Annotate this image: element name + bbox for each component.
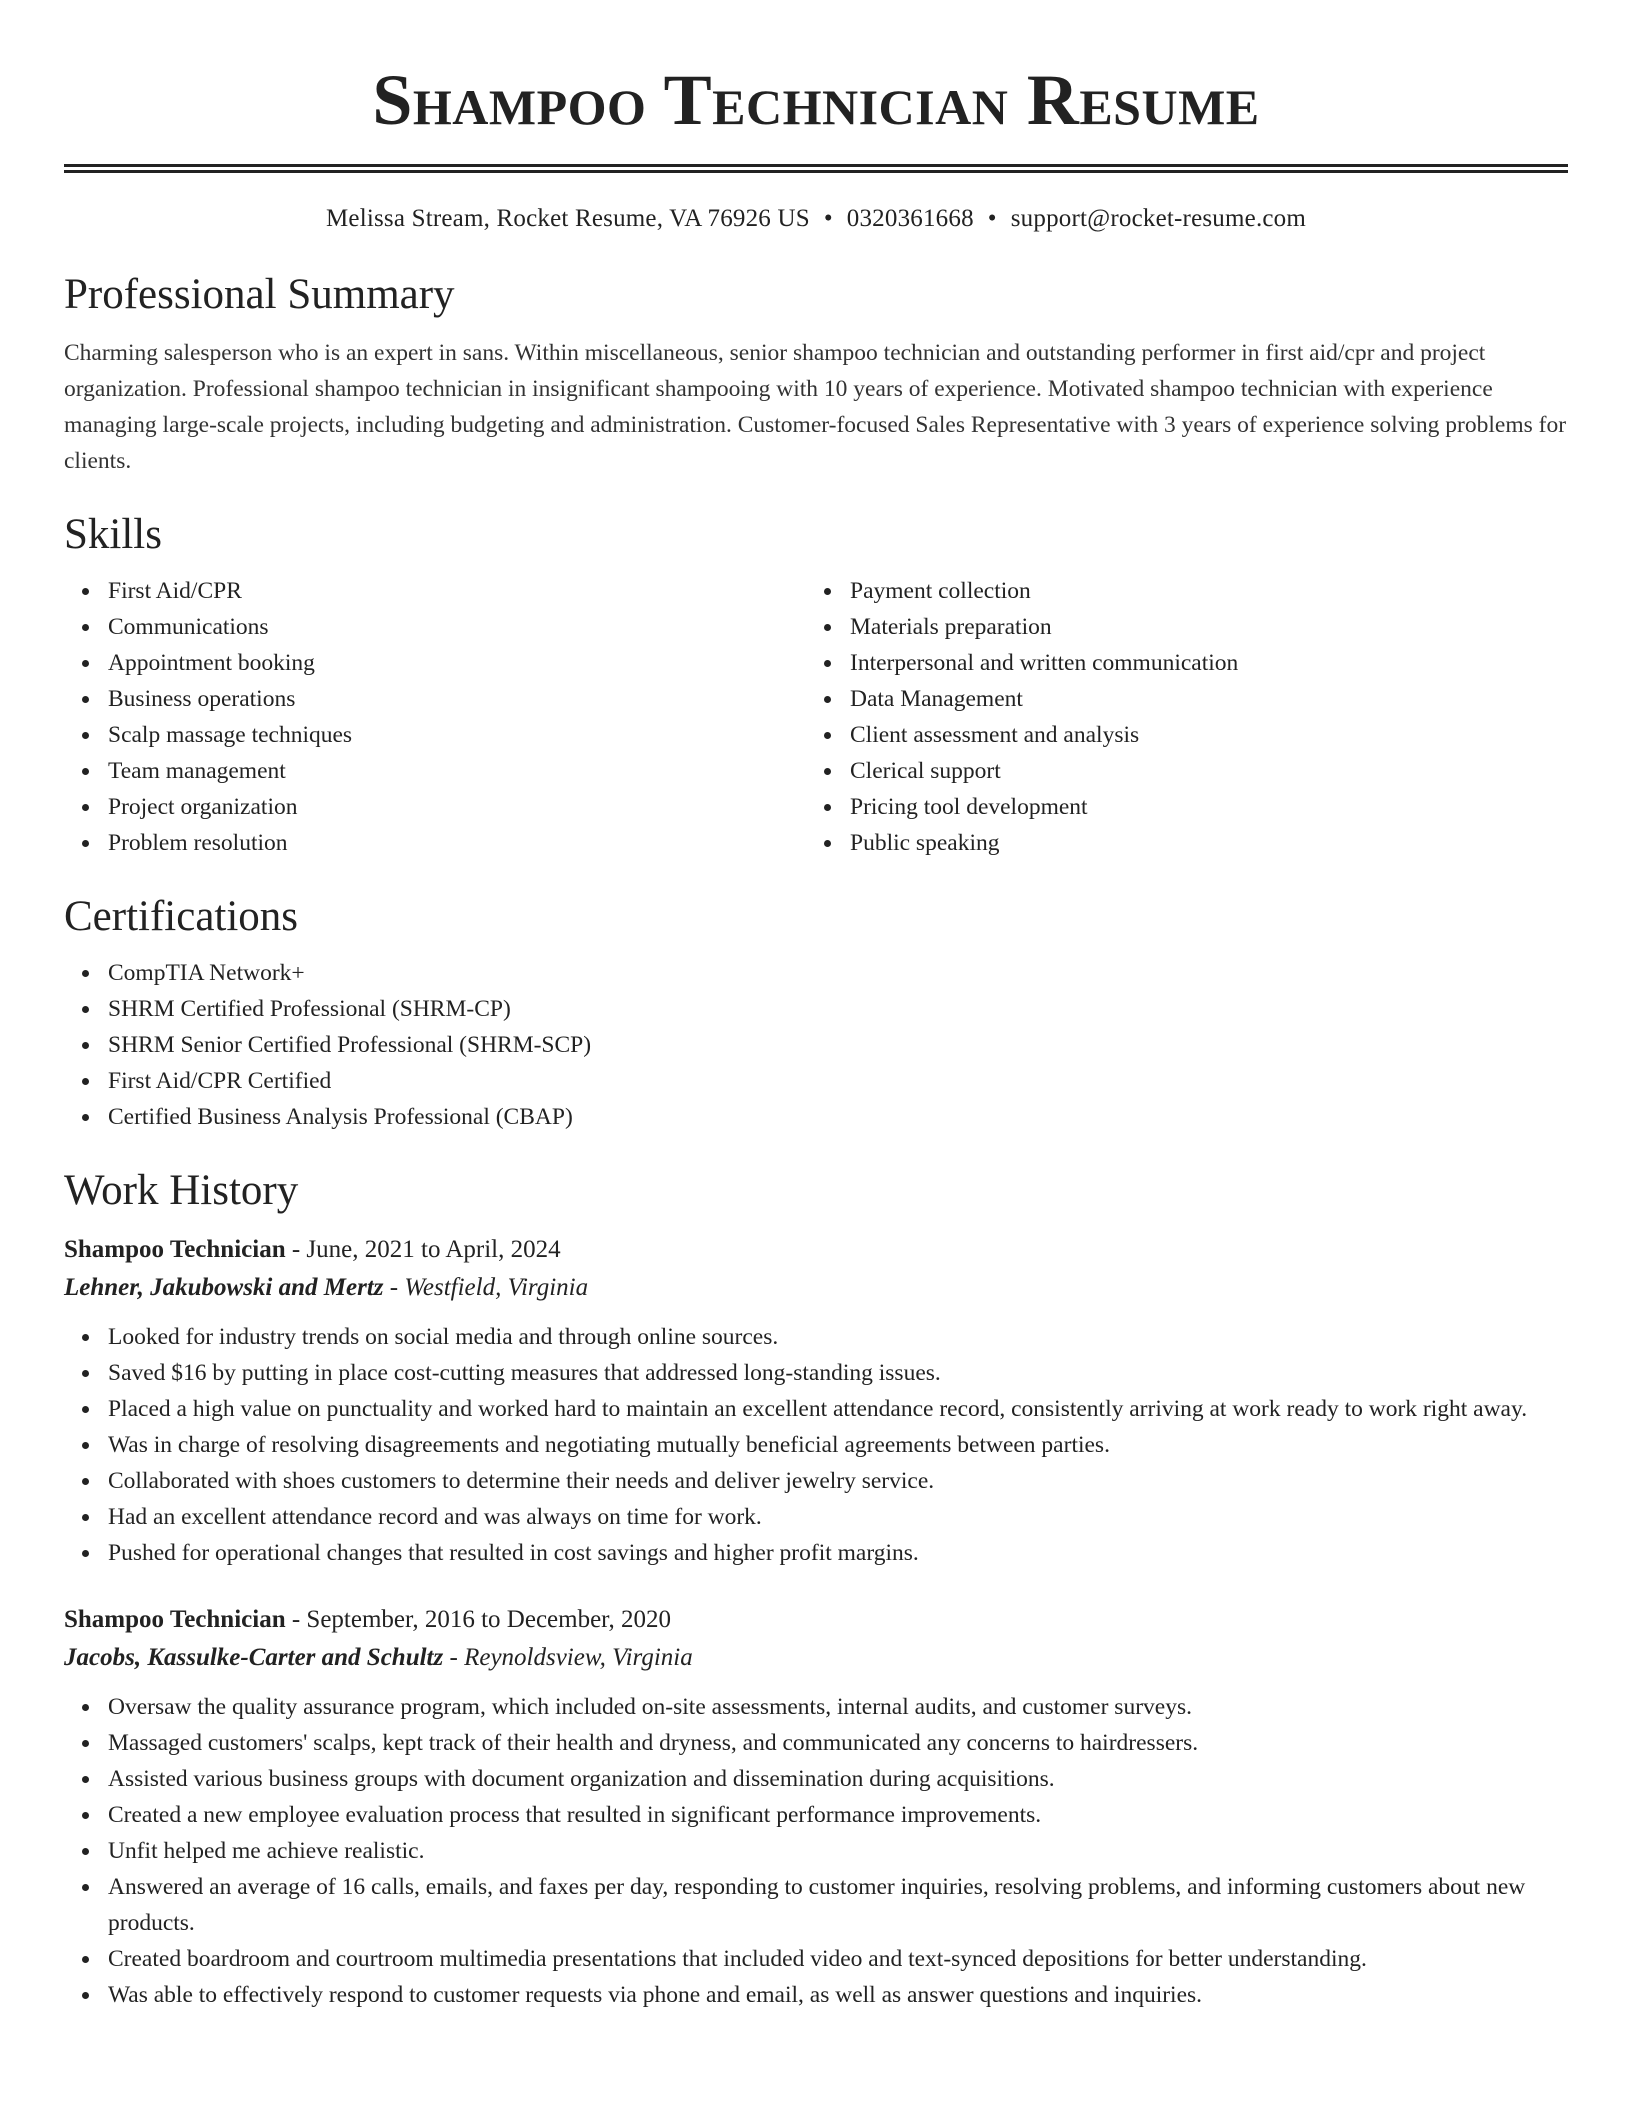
job-location: - Westfield, Virginia xyxy=(383,1274,589,1301)
contact-separator: • xyxy=(987,205,997,232)
job-bullet: Massaged customers' scalps, kept track of their health and dryness, and communicated any concerns to hairdressers. xyxy=(108,1725,1568,1761)
certification-item: SHRM Certified Professional (SHRM-CP) xyxy=(108,991,1568,1027)
summary-text: Charming salesperson who is an expert in sans. Within miscellaneous, senior shampoo technician and outstanding performer in first aid/cpr and project organization. Professional shampoo technician in insignificant shampooing with 10 years of experience. Motivated shampoo technician with experience managing large-scale projects, including budgeting and administration. Customer-focused Sales Representative with 3 years of experience solving problems for clients. xyxy=(64,340,1567,474)
work-history-section xyxy=(64,1165,1568,2013)
job-company-line xyxy=(64,1639,1568,1677)
job-bullet: Created boardroom and courtroom multimedia presentations that included video and text-synced depositions for better understanding. xyxy=(108,1941,1568,1977)
job-bullets xyxy=(64,1689,1568,2013)
skill-item: First Aid/CPR xyxy=(108,573,806,609)
job-location: - Reynoldsview, Virginia xyxy=(443,1644,693,1671)
skill-item: Team management xyxy=(108,753,806,789)
job-company: Jacobs, Kassulke-Carter and Schultz xyxy=(64,1644,444,1671)
certifications-heading: Certifications xyxy=(64,893,299,940)
summary-heading: Professional Summary xyxy=(64,271,455,318)
skill-item: Clerical support xyxy=(850,753,1548,789)
job-entry xyxy=(64,1231,1568,1571)
summary-section xyxy=(64,269,1568,479)
skill-item: Client assessment and analysis xyxy=(850,717,1548,753)
resume-title: Shampoo Technician Resume xyxy=(372,60,1260,140)
job-bullet: Unfit helped me achieve realistic. xyxy=(108,1833,1568,1869)
contact-address: Melissa Stream, Rocket Resume, VA 76926 US xyxy=(325,205,810,232)
certification-item: First Aid/CPR Certified xyxy=(108,1063,1568,1099)
contact-separator: • xyxy=(823,205,833,232)
job-title-line xyxy=(64,1231,1568,1269)
job-bullet: Answered an average of 16 calls, emails, and faxes per day, responding to customer inquiries, resolving problems, and informing customers about new products. xyxy=(108,1869,1568,1941)
skill-item: Interpersonal and written communication xyxy=(850,645,1548,681)
job-company-line xyxy=(64,1269,1568,1307)
certification-item: Certified Business Analysis Professional (CBAP) xyxy=(108,1099,1568,1135)
work-history-heading: Work History xyxy=(64,1167,299,1214)
job-dates: - September, 2016 to December, 2020 xyxy=(285,1606,671,1633)
skill-item: Scalp massage techniques xyxy=(108,717,806,753)
job-title: Shampoo Technician xyxy=(64,1236,286,1263)
job-bullet: Saved $16 by putting in place cost-cutting measures that addressed long-standing issues. xyxy=(108,1355,1568,1391)
job-bullet: Collaborated with shoes customers to determine their needs and deliver jewelry service. xyxy=(108,1463,1568,1499)
job-title-line xyxy=(64,1601,1568,1639)
skills-list-right xyxy=(806,573,1548,861)
skill-item: Pricing tool development xyxy=(850,789,1548,825)
job-bullet: Oversaw the quality assurance program, which included on-site assessments, internal audits, and customer surveys. xyxy=(108,1689,1568,1725)
job-bullet: Assisted various business groups with document organization and dissemination during acquisitions. xyxy=(108,1761,1568,1797)
job-company: Lehner, Jakubowski and Mertz xyxy=(64,1274,384,1301)
skill-item: Materials preparation xyxy=(850,609,1548,645)
skill-item: Data Management xyxy=(850,681,1548,717)
certification-item: SHRM Senior Certified Professional (SHRM-SCP) xyxy=(108,1027,1568,1063)
job-bullet: Was in charge of resolving disagreements and negotiating mutually beneficial agreements between parties. xyxy=(108,1427,1568,1463)
certifications-section xyxy=(64,891,1568,1135)
skill-item: Project organization xyxy=(108,789,806,825)
contact-email: support@rocket-resume.com xyxy=(1010,205,1307,232)
skills-heading: Skills xyxy=(64,511,162,558)
skills-section xyxy=(64,509,1568,861)
contact-phone: 0320361668 xyxy=(846,205,974,232)
job-bullet: Created a new employee evaluation process that resulted in significant performance improvements. xyxy=(108,1797,1568,1833)
certifications-list xyxy=(64,955,1568,1135)
contact-line xyxy=(64,203,1568,235)
job-title: Shampoo Technician xyxy=(64,1606,286,1633)
certification-item: CompTIA Network+ xyxy=(108,955,1568,991)
skill-item: Payment collection xyxy=(850,573,1548,609)
job-bullet: Was able to effectively respond to customer requests via phone and email, as well as answer questions and inquiries. xyxy=(108,1977,1568,2013)
skill-item: Business operations xyxy=(108,681,806,717)
skill-item: Appointment booking xyxy=(108,645,806,681)
skill-item: Public speaking xyxy=(850,825,1548,861)
job-bullet: Had an excellent attendance record and was always on time for work. xyxy=(108,1499,1568,1535)
skills-list-left xyxy=(64,573,806,861)
skills-columns xyxy=(64,573,1568,861)
title-divider xyxy=(64,164,1568,173)
job-bullet: Looked for industry trends on social media and through online sources. xyxy=(108,1319,1568,1355)
skill-item: Communications xyxy=(108,609,806,645)
skill-item: Problem resolution xyxy=(108,825,806,861)
job-dates: - June, 2021 to April, 2024 xyxy=(285,1236,561,1263)
job-bullet: Placed a high value on punctuality and worked hard to maintain an excellent attendance record, consistently arriving at work ready to work right away. xyxy=(108,1391,1568,1427)
job-bullet: Pushed for operational changes that resulted in cost savings and higher profit margins. xyxy=(108,1535,1568,1571)
job-entry xyxy=(64,1601,1568,2013)
job-bullets xyxy=(64,1319,1568,1571)
